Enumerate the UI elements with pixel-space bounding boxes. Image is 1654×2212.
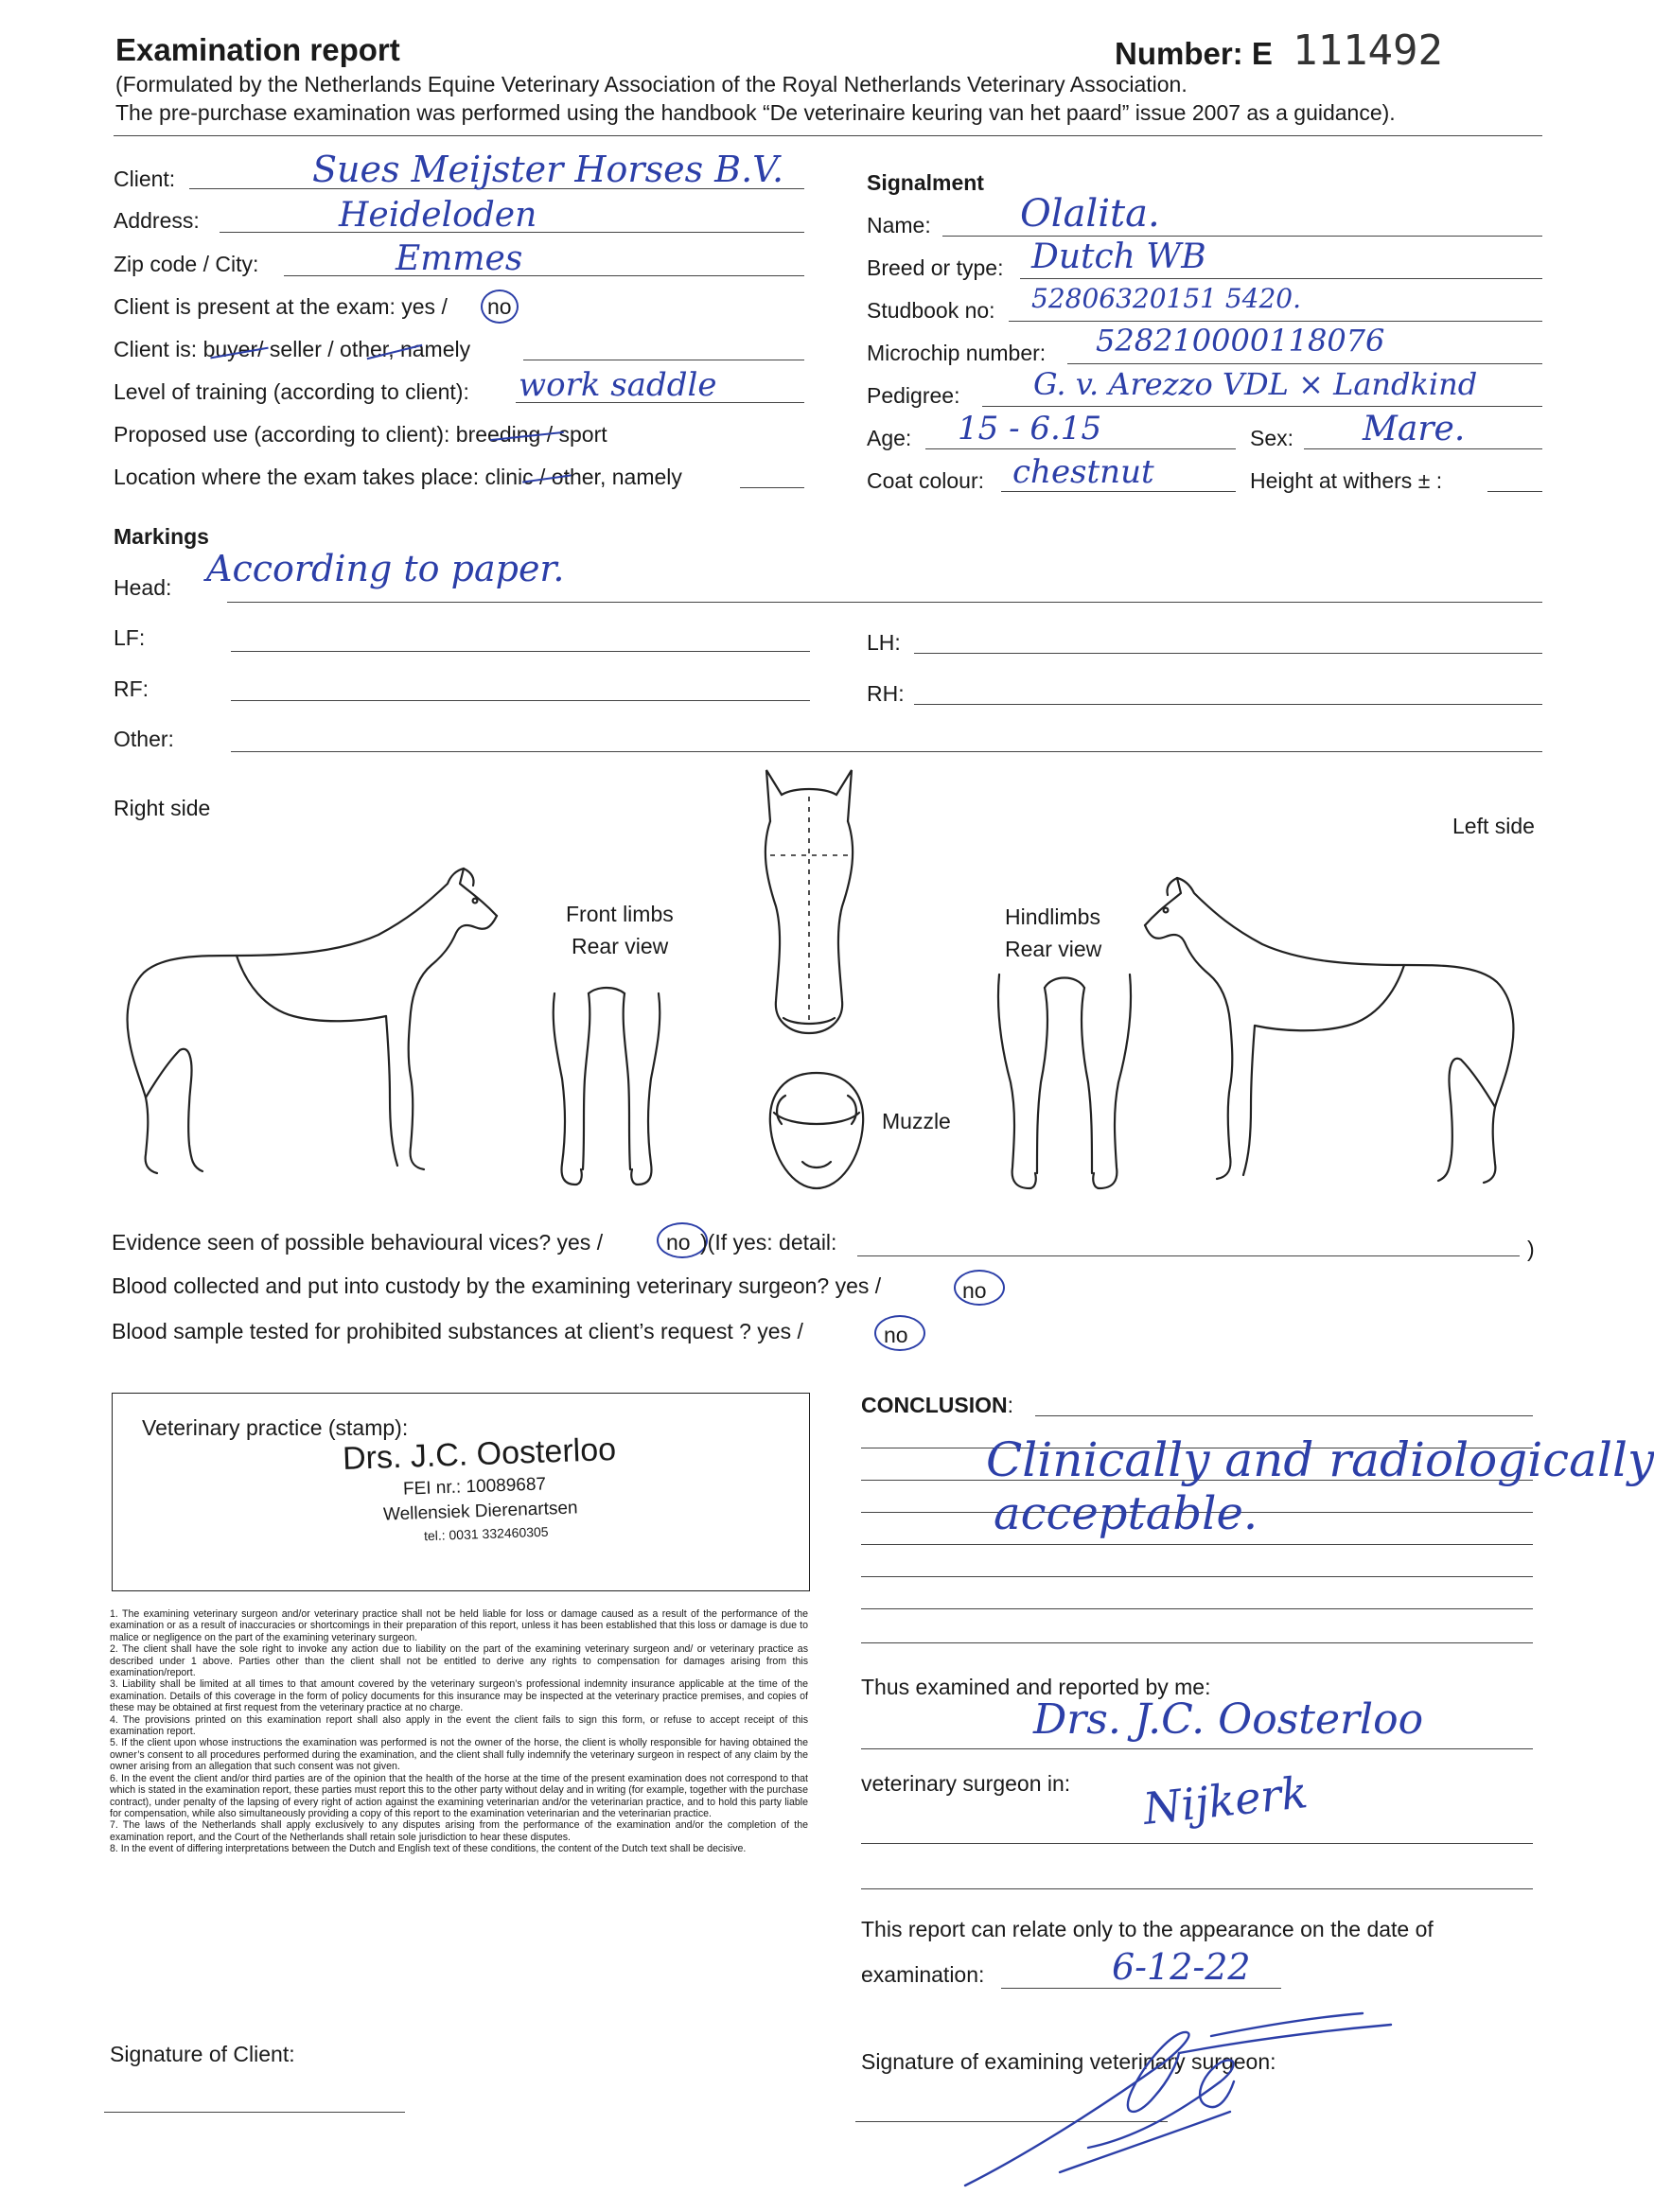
other-line <box>231 751 1542 752</box>
zip-city-line <box>284 275 804 276</box>
report-number-label: Number: E <box>1115 36 1273 71</box>
stamp-fei: FEI nr.: 10089687 <box>402 1474 547 1500</box>
address-value[interactable]: Heideloden <box>339 196 537 235</box>
lh-label: LH: <box>867 630 901 655</box>
client-is-buyer[interactable]: Client is: buyer <box>114 337 258 361</box>
conclusion-line <box>861 1576 1533 1577</box>
examination-date-value[interactable]: 6-12-22 <box>1112 1946 1251 1988</box>
vices-no[interactable]: no <box>666 1230 691 1255</box>
condition-item: 6. In the event the client and/or third parties are of the opinion that the health of the horse at the time of the present examination does not correspond to that which is stated in the examination report, these parties must report this to the other party without delay and in writing (for example, together with the purchase contract), under penalty of the lapsing of every right of action against the examining veterinarian and/or the veterinarian practice, and to hold this party liable for compensation, while also simultaneously providing a copy of this report to the examination veterinarian and the veterinarian practice. <box>110 1772 808 1819</box>
coat-colour-value[interactable]: chestnut <box>1012 453 1154 491</box>
conclusion-line <box>861 1642 1533 1643</box>
examination-date-line <box>1001 1988 1281 1989</box>
height-line <box>1487 491 1542 492</box>
coat-colour-line <box>1001 491 1236 492</box>
blood-custody-no[interactable]: no <box>962 1278 987 1303</box>
horse-name-line <box>942 236 1542 237</box>
breed-line <box>1020 278 1542 279</box>
stamp-label: Veterinary practice (stamp): <box>142 1415 409 1440</box>
location-label: Location where the exam takes place: clinic / other, namely <box>114 465 682 489</box>
surgeon-in-label: veterinary surgeon in: <box>861 1771 1071 1796</box>
rf-line <box>231 700 810 701</box>
studbook-value[interactable]: 52806320151 5420. <box>1031 283 1302 314</box>
vices-detail-label: )(If yes: detail: <box>700 1230 837 1255</box>
rh-line <box>914 704 1542 705</box>
breed-label: Breed or type: <box>867 255 1004 280</box>
stamp-tel: tel.: 0031 332460305 <box>423 1523 549 1544</box>
head-line <box>227 602 1542 603</box>
vet-signature-label: Signature of examining veterinary surgeon: <box>861 2049 1276 2074</box>
head-label: Head: <box>114 575 172 600</box>
hindlimbs-label: Hindlimbs <box>1005 904 1100 929</box>
vices-detail-line <box>857 1255 1520 1256</box>
zip-city-value[interactable]: Emmes <box>396 239 523 278</box>
microchip-value[interactable]: 528210000118076 <box>1096 323 1385 359</box>
condition-item: 2. The client shall have the sole right to invoke any action due to liability on the part of the examining veterinary surgeon and/ or veterinary practice as described under 1 above. Parties other than the client shall not be entitled to derive any rights to compensation for damages arising from this examination/report. <box>110 1643 808 1679</box>
surgeon-in-value[interactable]: Nijkerk <box>1140 1766 1311 1835</box>
conclusion-heading: CONCLUSION: <box>861 1393 1014 1417</box>
muzzle-label: Muzzle <box>882 1109 951 1133</box>
lf-line <box>231 651 810 652</box>
rh-label: RH: <box>867 681 905 706</box>
front-limbs-rear-view: Rear view <box>572 934 669 958</box>
surgeon-in-line-2 <box>861 1888 1533 1889</box>
signalment-heading: Signalment <box>867 170 984 195</box>
examined-by-value[interactable]: Drs. J.C. Oosterloo <box>1033 1695 1424 1744</box>
page-title: Examination report <box>115 32 400 67</box>
examination-date-label: examination: <box>861 1962 985 1987</box>
front-limbs-label: Front limbs <box>566 902 674 926</box>
head-value[interactable]: According to paper. <box>206 548 565 589</box>
sex-value[interactable]: Mare. <box>1363 410 1466 448</box>
client-signature-label: Signature of Client: <box>110 2042 295 2066</box>
stamp-name: Drs. J.C. Oosterloo <box>342 1431 617 1478</box>
microchip-line <box>1067 363 1542 364</box>
left-side-label: Left side <box>1452 814 1535 838</box>
horse-name-label: Name: <box>867 213 931 237</box>
conclusion-line <box>1035 1415 1533 1416</box>
training-label: Level of training (according to client): <box>114 379 469 404</box>
lh-line <box>914 653 1542 654</box>
client-present-label: Client is present at the exam: yes / <box>114 294 448 319</box>
blood-sample-no[interactable]: no <box>884 1323 908 1347</box>
vices-question: Evidence seen of possible behavioural vices? yes / <box>112 1230 604 1255</box>
relate-text: This report can relate only to the appearance on the date of <box>861 1917 1434 1941</box>
studbook-label: Studbook no: <box>867 298 995 323</box>
age-label: Age: <box>867 426 912 450</box>
blood-custody-question: Blood collected and put into custody by the examining veterinary surgeon? yes / <box>112 1273 882 1298</box>
client-value[interactable]: Sues Meijster Horses B.V. <box>312 149 784 190</box>
other-label: Other: <box>114 727 174 751</box>
conclusion-line <box>861 1608 1533 1609</box>
coat-colour-label: Coat colour: <box>867 468 985 493</box>
blood-custody-no-circle <box>954 1270 1005 1306</box>
examined-by-line <box>861 1748 1533 1749</box>
client-is-label <box>114 339 470 360</box>
condition-item: 3. Liability shall be limited at all times to that amount covered by the veterinary surgeon’s professional indemnity insurance applicable at the time of the examination. Details of this coverage in the form of policy documents for this insurance may be inspected at the veterinary practice premises, and copies of these may be obtained at first request from the veterinary practice at no charge. <box>110 1678 808 1714</box>
age-line <box>925 448 1236 449</box>
pedigree-line <box>982 406 1542 407</box>
report-number: 111492 <box>1293 26 1443 75</box>
age-value[interactable]: 15 - 6.15 <box>958 410 1102 448</box>
client-signature-line[interactable] <box>104 2112 405 2113</box>
right-side-label: Right side <box>114 796 211 820</box>
condition-item: 1. The examining veterinary surgeon and/or veterinary practice shall not be held liable for loss or damage caused as a result of the performance of the examination or as a result of inaccuracies or shortcomings in their preparation of this report, unless it has been established that this loss or damage is due to malice or negligence on the part of the examining veterinary surgeon. <box>110 1608 808 1643</box>
client-present-no[interactable]: no <box>487 294 512 319</box>
client-label: Client: <box>114 167 176 191</box>
subtitle-line-2: The pre-purchase examination was performed using the handbook “De veterinaire keuring van het paard” issue 2007 as a guidance). <box>115 100 1396 125</box>
condition-item: 4. The provisions printed on this examination report shall also apply in the event the client fails to sign this form, or refuse to accept receipt of this examination report. <box>110 1713 808 1738</box>
head-front-diagram[interactable] <box>757 764 861 1039</box>
condition-item: 8. In the event of differing interpretations between the Dutch and English text of these conditions, the content of the Dutch text shall be decisive. <box>110 1843 747 1855</box>
subtitle-line-1: (Formulated by the Netherlands Equine Veterinary Association of the Royal Netherlands Veterinary Association. <box>115 72 1188 97</box>
markings-heading: Markings <box>114 524 209 549</box>
microchip-label: Microchip number: <box>867 341 1047 365</box>
lf-label: LF: <box>114 625 146 650</box>
header-divider <box>114 135 1542 136</box>
conclusion-line <box>861 1544 1533 1545</box>
sex-line <box>1304 448 1542 449</box>
blood-sample-question: Blood sample tested for prohibited substances at client’s request ? yes / <box>112 1319 803 1343</box>
proposed-use-label: Proposed use (according to client): breeding / sport <box>114 422 607 447</box>
vices-detail-close: ) <box>1527 1237 1535 1261</box>
breed-value[interactable]: Dutch WB <box>1031 237 1206 276</box>
surgeon-in-line <box>861 1843 1533 1844</box>
height-label: Height at withers ± : <box>1250 468 1443 493</box>
location-line <box>740 487 804 488</box>
client-present-no-circle <box>481 290 519 324</box>
address-label: Address: <box>114 208 200 233</box>
conclusion-text-line-2[interactable]: acceptable. <box>994 1487 1258 1540</box>
front-limbs-diagram[interactable] <box>545 984 668 1192</box>
blood-sample-no-circle <box>874 1315 925 1351</box>
conclusion-text-line-1[interactable]: Clinically and radiologically <box>986 1432 1654 1487</box>
sex-label: Sex: <box>1250 426 1294 450</box>
conditions-list <box>110 1608 808 1855</box>
rf-label: RF: <box>114 676 150 701</box>
hindlimbs-rear-view: Rear view <box>1005 937 1102 961</box>
zip-city-label: Zip code / City: <box>114 252 259 276</box>
horse-left-side-outline[interactable] <box>1135 823 1561 1202</box>
condition-item: 5. If the client upon whose instructions the examination was performed is not the owner of the horse, the client is wholly responsible for having obtained the owner’s consent to all procedures performed during the examination, and the client shall fully indemnify the veterinary surgeon in respect of any claim by the owner arising from an allegation that such consent was not given. <box>110 1737 808 1773</box>
studbook-line <box>1009 321 1542 322</box>
examined-by-label: Thus examined and reported by me: <box>861 1675 1211 1699</box>
pedigree-label: Pedigree: <box>867 383 960 408</box>
hindlimbs-diagram[interactable] <box>994 969 1135 1196</box>
horse-right-side-outline[interactable] <box>123 814 558 1192</box>
muzzle-diagram[interactable] <box>765 1067 869 1196</box>
condition-item: 7. The laws of the Netherlands shall apply exclusively to any disputes arising from the performance of the examination and/or the completion of the examination report, and the Court of the Netherlands shall retain sole jurisdiction to hear these disputes. <box>110 1819 808 1843</box>
training-value[interactable]: work saddle <box>519 366 717 404</box>
pedigree-value[interactable]: G. v. Arezzo VDL × Landkind <box>1033 366 1478 402</box>
client-is-rest: / seller / other, namely <box>257 337 471 361</box>
horse-name-value[interactable]: Olalita. <box>1020 192 1160 236</box>
stamp-practice: Wellensiek Dierenartsen <box>382 1498 578 1525</box>
vet-signature-scribble <box>946 2006 1419 2195</box>
